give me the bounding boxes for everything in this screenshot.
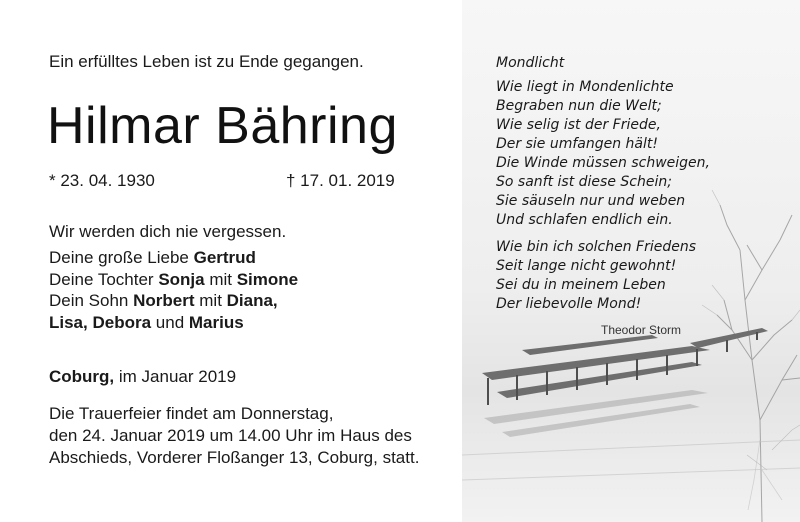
poem: [496, 54, 710, 322]
place-date-line: Coburg, im Januar 2019: [49, 367, 237, 386]
poem-stanza-1: Wie liegt in Mondenlichte Begraben nun die Welt; Wie selig ist der Friede, Der sie umfangen hält! Die Winde müssen schweigen, So sanft ist diese Schein; Sie säuseln nur und weben Und schlafen endlich ein.: [496, 79, 710, 228]
family-line: Dein Sohn Norbert mit Diana,: [49, 291, 278, 310]
family-line: Lisa, Debora und Marius: [49, 312, 244, 332]
intro-line: Ein erfülltes Leben ist zu Ende gegangen.: [49, 52, 364, 71]
family-list: [49, 247, 298, 333]
poem-title: Mondlicht: [496, 55, 565, 71]
poem-author: Theodor Storm: [601, 323, 682, 337]
family-line: Deine große Liebe Gertrud: [49, 248, 256, 267]
motto-line: Wir werden dich nie vergessen.: [49, 222, 287, 241]
poem-stanza-2: Wie bin ich solchen Friedens Seit lange nicht gewohnt! Sei du in meinem Leben Der liebevolle Mond!: [496, 239, 697, 312]
deceased-name: Hilmar Bähring: [47, 97, 398, 155]
funeral-service-info: Die Trauerfeier findet am Donnerstag, den 24. Januar 2019 um 14.00 Uhr im Haus des Abschieds, Vorderer Floßanger 13, Coburg, statt.: [49, 404, 420, 467]
family-line: Deine Tochter Sonja mit Simone: [49, 269, 299, 289]
death-date: † 17. 01. 2019: [286, 171, 395, 190]
birth-date: * 23. 04. 1930: [49, 171, 155, 190]
